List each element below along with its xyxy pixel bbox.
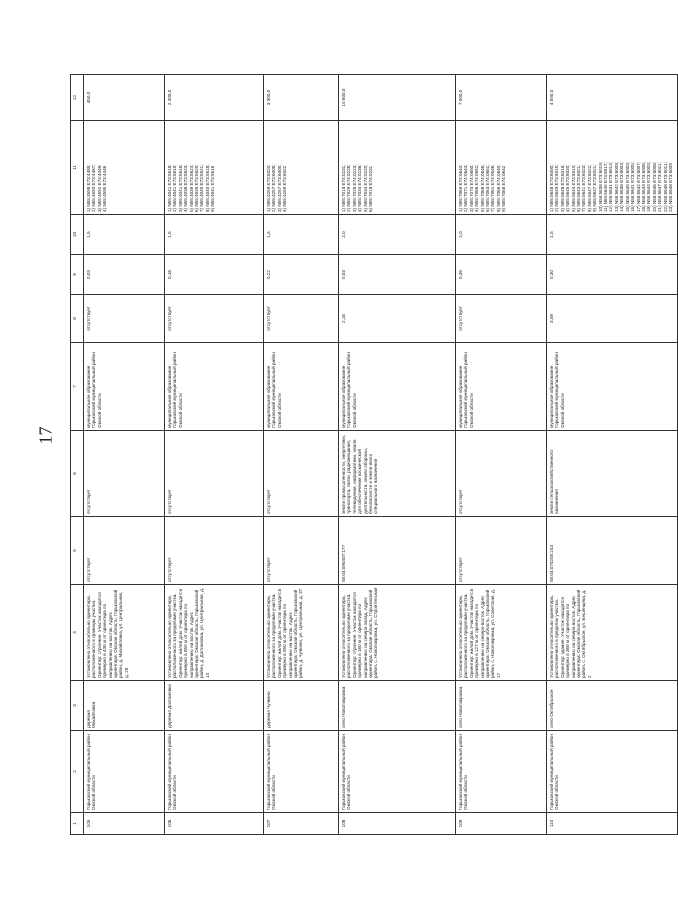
coordinate-point: 7) N55:4040 E73:5621; [199,164,205,212]
land-category-cell: земли сельскохозяйственного назначения [547,431,678,517]
coordinate-point: 8) N55:4040 E73:5618; [204,164,210,212]
coordinate-point: 13) N55:5642 E73:6009; [613,161,619,212]
location-cell: Установлено относительно ориентира, расположенного в пределах участка. Ориентир: здание. Участок находится примерно в 368 м от ориентира по направлению на северо-восток. Адрес ориентира: Омская область, Горьковский район, с. Октябрьское, ул. Бешенцева, д. 2 [547,585,678,681]
coordinate-point: 3) N55:7026 E74:0223; [351,164,357,212]
coordinate-point: 4) N55:5645 E73:6020; [565,164,571,212]
land-category-cell: отсутствует [456,431,547,517]
coordinate-point: 1) N55:5648 E73:6000; [549,164,554,212]
value-col9-cell: 0,53 [339,255,456,295]
coordinate-point: 8) N55:7066 E74:0640; [495,164,501,212]
coordinate-point: 3) N55:4592 E73:4449; [96,164,102,212]
coordinate-point: 2) N55:5649 E73:6015; [554,164,560,212]
column-number-header: 10 [71,215,84,255]
value-col10-cell: 2,0 [456,215,547,255]
coordinate-point: 4) N55:4259 E73:6022 [282,165,288,212]
cadastral-number-cell: отсутствует [456,517,547,585]
value-col12-cell: 3 300,0 [264,75,339,121]
coordinate-point: 2) N55:4041 E73:5619; [172,164,178,212]
coordinate-point: 1) N55:4041 E73:5618; [167,164,172,212]
value-col10-cell: 1,5 [547,215,678,255]
coordinate-point: 14) N55:5638 E73:6003; [619,161,625,212]
column-number-header: 6 [71,431,84,517]
owner-cell: муниципальное образование Горьковский муниципальный район Омской области [547,343,678,431]
value-col10-cell: 2,0 [339,215,456,255]
area-cell: отсутствует [456,295,547,343]
coordinates-cell [547,121,678,215]
coordinate-point: 4) N55:7066 E74:0652; [474,164,480,212]
district-cell: Горьковский муниципальный район Омской области [84,731,165,813]
cadastral-number-cell: 55:04:090407:177 [339,517,456,585]
coordinate-point: 1) N55:4598 E73:4485; [86,164,91,212]
rotated-page [70,75,673,835]
owner-cell: муниципальное образование Горьковский муниципальный район Омской области [165,343,264,431]
column-number-header: 7 [71,343,84,431]
owner-cell: муниципальное образование Горьковский муниципальный район Омской области [339,343,456,431]
district-cell: Горьковский муниципальный район Омской области [456,731,547,813]
coordinate-point: 20) N55:5646 E73:6008; [651,161,657,212]
coordinate-point: 2) N55:4257 E73:6008; [271,164,277,212]
settlement-cell: деревня Михайловка [84,681,165,731]
value-col9-cell: 0,03 [84,255,165,295]
row-number-cell: 108 [339,813,456,835]
value-col10-cell: 1,5 [264,215,339,255]
area-cell: отсутствует [264,295,339,343]
coordinate-point: 23) N55:5648 E73:6009 [667,163,673,212]
coordinate-point: 3) N55:4041 E73:5618; [177,164,183,212]
land-category-cell: земли промышленности, энергетики, транспорта, связи, радиовещания, телевидения, информатики, земли для обеспечения космической деятельности, земли обороны, безопасности и земли иного специального назначения [339,431,456,517]
coordinates-cell [165,121,264,215]
settlement-cell: село Октябрьское [547,681,678,731]
column-number-header: 1 [71,813,84,835]
coordinate-point: 1) N55:4259 E73:6020; [266,164,271,212]
location-cell: Установлено относительно ориентира, расположенного в границах участка. Ориентир: строение. Участок находится примерно в 438 м от ориентира по направлению на восток. Адрес ориентира: Омская область, Горьковский район, д. Михайловка, ул. Центральная, д. 29 [84,585,165,681]
column-number-header: 11 [71,121,84,215]
column-number-header: 2 [71,731,84,813]
row-number-cell: 109 [456,813,547,835]
coordinate-point: 2) N55:7071 E74:0644; [463,164,469,212]
column-number-header: 8 [71,295,84,343]
coordinate-point: 6) N55:7063 E74:0651; [485,164,491,212]
row-number-cell: 105 [84,813,165,835]
table-row [84,75,165,835]
page-number: 17 [35,426,56,445]
owner-cell: муниципальное образование Горьковский муниципальный район Омской области [264,343,339,431]
district-cell: Горьковский муниципальный район Омской области [165,731,264,813]
cadastral-number-cell: 55:04:070205:243 [547,517,678,585]
location-cell: Установлено относительно ориентира, расположенного за пределами участка. Ориентир: жилой дом. Участок находится примерно в 850 м от ориентира по направлению на восток. Адрес ориентира: Омская область, Горьковский район, д. Долгановка, ул. Центральная, д. 14 [165,585,264,681]
coordinates-cell [84,121,165,215]
coordinate-point: 8) N55:5547 E73:6022; [586,164,592,212]
coordinates-cell [339,121,456,215]
coordinate-point: 12) N55:5641 E73:6014; [608,161,614,212]
value-col12-cell: 450,0 [84,75,165,121]
coordinate-point: 3) N55:4257 E73:6005; [276,164,282,212]
coordinate-point: 5) N55:5644 E73:6014; [570,164,576,212]
value-col9-cell: 0,16 [165,255,264,295]
table-row [264,75,339,835]
coordinate-point: 1) N55:7018 E74:0231; [341,164,346,212]
table-row [165,75,264,835]
owner-cell: муниципальное образование Горьковский муниципальный район Омской области [456,343,547,431]
coordinate-point: 7) N55:5641 E73:6023; [581,164,587,212]
coordinate-point: 9) N55:7068 E74:0642 [501,165,507,212]
district-cell: Горьковский муниципальный район Омской области [264,731,339,813]
coordinate-point: 9) N55:5637 E73:6021; [592,164,598,212]
coordinate-point: 7) N55:7061 E74:0646; [490,164,496,212]
value-col9-cell: 0,30 [547,255,678,295]
owner-cell: муниципальное образование Горьковский муниципальный район Омской области [84,343,165,431]
coordinate-point: 18) N55:5643 E73:6006; [640,161,646,212]
cadastral-number-cell: отсутствует [165,517,264,585]
cadastral-number-cell: отсутствует [264,517,339,585]
land-category-cell: отсутствует [264,431,339,517]
row-number-cell: 110 [547,813,678,835]
coordinate-point: 6) N55:5643 E73:6021; [576,164,582,212]
value-col12-cell: 7 000,0 [456,75,547,121]
coordinate-point: 15) N55:5640 E73:6003; [624,161,630,212]
table-header-row [71,75,84,835]
coordinate-point: 2) N55:4593 E73:4487; [91,164,97,212]
value-col10-cell: 1,5 [84,215,165,255]
settlement-cell: село Новопокровка [456,681,547,731]
coordinate-point: 6) N55:4039 E73:5625; [194,164,200,212]
coordinate-point: 21) N55:5647 E73:6011; [657,162,663,212]
coordinate-point: 17) N55:5642 E73:6007; [635,161,641,212]
settlement-cell: село Новопокровка [339,681,456,731]
land-category-cell: отсутствует [165,431,264,517]
value-col12-cell: 2 400,0 [165,75,264,121]
land-category-cell: отсутствует [84,431,165,517]
coordinate-point: 6) N55:7018 E74:0231 [368,165,374,212]
settlement-cell: деревня Долгановка [165,681,264,731]
value-col9-cell: 0,35 [456,255,547,295]
coordinate-point: 4) N55:4595 E73:4446 [102,165,108,212]
value-col9-cell: 0,22 [264,255,339,295]
column-number-header: 9 [71,255,84,295]
coordinate-point: 22) N55:5648 E73:6011; [662,162,668,212]
table-row [339,75,456,835]
area-cell: 2,16 [339,295,456,343]
table-row [456,75,547,835]
coordinate-point: 5) N55:4039 E73:5624; [188,164,194,212]
coordinate-point: 4) N55:7034 E74:0236; [357,164,363,212]
coordinate-point: 5) N55:7068 E74:0646; [479,164,485,212]
coordinate-point: 19) N55:5644 E73:6003; [646,161,652,212]
coordinate-point: 5) N55:7034 E74:0220; [362,164,368,212]
schedule-table [70,74,678,835]
location-cell: Установлено относительно ориентира, расположенного за пределами участка. Ориентир: строение. Участок находится примерно в 160 м от ориентира по направлению на северо-запад. Адрес ориентира: Омская область, Горьковский район, с. Новопокровка, ул. Строительная [339,585,456,681]
coordinate-point: 16) N55:5641 E73:6005; [630,161,636,212]
coordinates-cell [264,121,339,215]
value-col12-cell: 4 500,0 [547,75,678,121]
coordinate-point: 11) N55:5640 E73:6017; [603,162,609,212]
value-col10-cell: 1,5 [165,215,264,255]
coordinate-point: 4) N55:4036 E73:5623; [183,164,189,212]
coordinate-point: 1) N55:7069 E74:0644; [458,164,463,212]
coordinate-point: 2) N55:7029 E74:0228; [346,164,352,212]
row-number-cell: 106 [165,813,264,835]
area-cell: отсутствует [84,295,165,343]
column-number-header: 3 [71,681,84,731]
cadastral-number-cell: отсутствует [84,517,165,585]
coordinate-point: 9) N55:4041 E73:5618 [210,165,216,212]
location-cell: Установлено относительно ориентира, расположенного за пределами участка. Ориентир: жилой дом. Участок находится примерно в 127 м от ориентира по направлению на северо-восток. Адрес ориентира: Омская область, Горьковский район, с. Новопокровка, ул. Советская, д. 17 [456,585,547,681]
settlement-cell: деревня Чучкино [264,681,339,731]
column-number-header: 4 [71,585,84,681]
row-number-cell: 107 [264,813,339,835]
coordinate-point: 3) N55:5648 E73:6018; [559,164,565,212]
coordinate-point: 3) N55:7070 E74:0650; [468,164,474,212]
column-number-header: 12 [71,75,84,121]
area-cell: отсутствует [165,295,264,343]
coordinate-point: 10) N55:5638 E73:6019; [597,161,603,212]
table-row [547,75,678,835]
value-col12-cell: 10 600,0 [339,75,456,121]
area-cell: 3,09 [547,295,678,343]
column-number-header: 5 [71,517,84,585]
district-cell: Горьковский муниципальный район Омской области [547,731,678,813]
location-cell: Установлено относительно ориентира, расположенного за пределами участка. Ориентир: жилой дом. Участок находится примерно в 550 м от ориентира по направлению на восток. Адрес ориентира: Омская область, Горьковский район, д. Чучкино, ул. Центральная, д. 37 [264,585,339,681]
coordinates-cell [456,121,547,215]
district-cell: Горьковский муниципальный район Омской области [339,731,456,813]
